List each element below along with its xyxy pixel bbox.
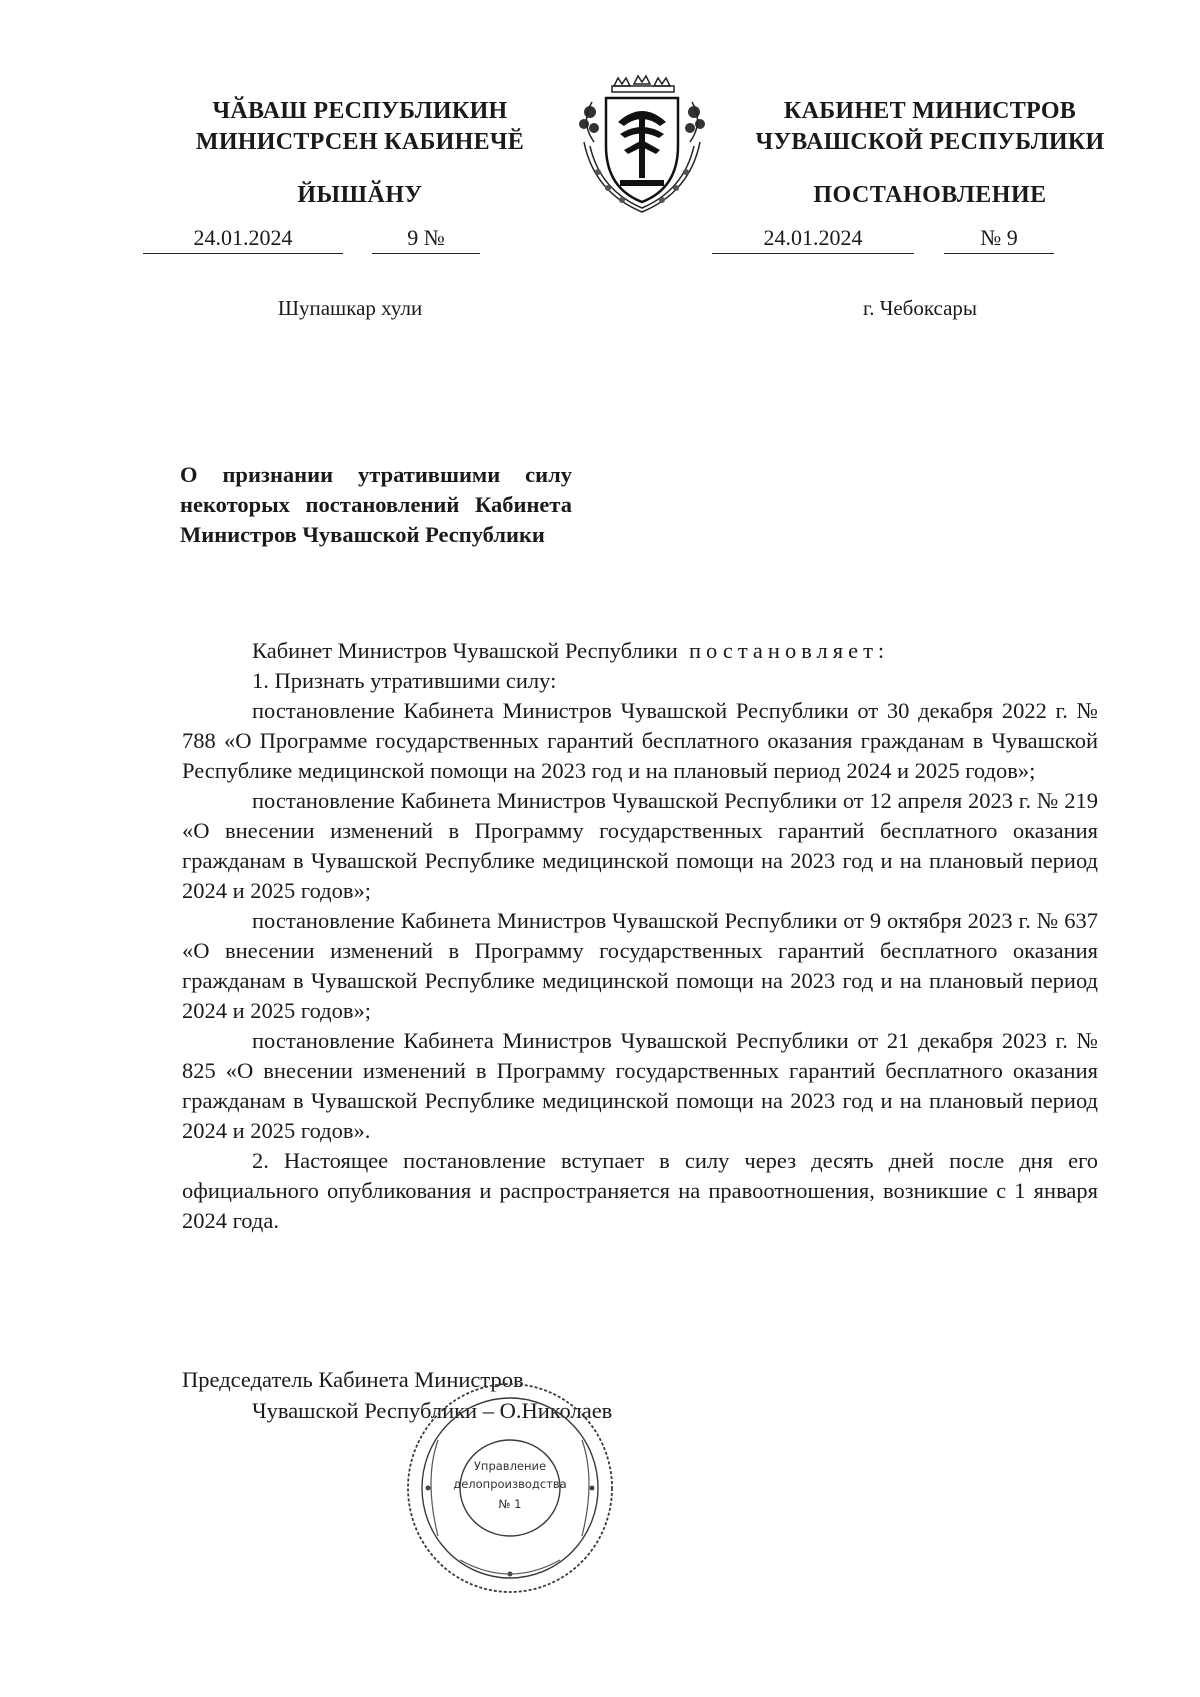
body-paragraph-5: постановление Кабинета Министров Чувашской Республики от 21 декабря 2023 г. № 825 «О внесении изменений в Программу государственных гарантий бесплатного оказания гражданам в Чувашской Республике медицинской помощи на 2023 год и на плановый период 2024 и 2025 годов». xyxy=(182,1028,1098,1143)
header-left-doc-type: ЙЫШӐНУ xyxy=(297,182,423,208)
left-date-field: 24.01.2024 xyxy=(143,224,343,254)
body-paragraph-2: постановление Кабинета Министров Чувашской Республики от 30 декабря 2022 г. № 788 «О Программе государственных гарантий бесплатного оказания гражданам в Чувашской Республике медицинской помощи на 2023 год и на плановый период 2024 и 2025 годов»; xyxy=(182,698,1098,783)
header-left-line2: МИНИСТРСЕН КАБИНЕЧӖ xyxy=(195,129,525,155)
body-intro xyxy=(182,636,1098,666)
left-place-label: Шупашкар хули xyxy=(277,296,423,320)
signature-title-line: Председатель Кабинета Министров xyxy=(182,1367,524,1392)
header-right-line2: ЧУВАШСКОЙ РЕСПУБЛИКИ xyxy=(755,129,1105,155)
body-paragraph-3: постановление Кабинета Министров Чувашской Республики от 12 апреля 2023 г. № 219 «О внесении изменений в Программу государственных гарантий бесплатного оказания гражданам в Чувашской Республике медицинской помощи на 2023 год и на плановый период 2024 и 2025 годов»; xyxy=(182,788,1098,903)
chuvash-coat-of-arms-icon xyxy=(562,72,722,220)
body-paragraph-6: 2. Настоящее постановление вступает в силу через десять дней после дня его официального опубликования и распространяется на правоотношения, возникшие с 1 января 2024 года. xyxy=(182,1148,1098,1233)
header-right-line1: КАБИНЕТ МИНИСТРОВ xyxy=(783,98,1077,124)
document-subject: О признании утратившими силу некоторых постановлений Кабинета Министров Чувашской Республики xyxy=(180,462,572,547)
signature-name-line: Чувашской Республики – О.Николаев xyxy=(252,1398,613,1423)
right-place-label: г. Чебоксары xyxy=(862,296,978,320)
header-right-doc-type: ПОСТАНОВЛЕНИЕ xyxy=(813,182,1047,208)
header-left-line1: ЧӐВАШ РЕСПУБЛИКИН xyxy=(212,98,508,124)
right-number-field: № 9 xyxy=(944,224,1054,254)
stamp-center-line3: № 1 xyxy=(498,1497,522,1511)
round-seal-stamp-icon xyxy=(398,1370,628,1610)
body-paragraph-1: 1. Признать утратившими силу: xyxy=(252,668,557,693)
header-right-title xyxy=(720,96,1140,158)
stamp-center-line1: Управление xyxy=(473,1459,547,1473)
right-date-field: 24.01.2024 xyxy=(712,224,914,254)
header-left-title xyxy=(170,96,550,158)
body-paragraph-4: постановление Кабинета Министров Чувашской Республики от 9 октября 2023 г. № 637 «О внесении изменений в Программу государственных гарантий бесплатного оказания гражданам в Чувашской Республике медицинской помощи на 2023 год и на плановый период 2024 и 2025 годов»; xyxy=(182,908,1098,1023)
document-body xyxy=(182,636,1098,1236)
stamp-center-line2: делопроизводства xyxy=(453,1477,567,1491)
body-intro-lead: Кабинет Министров Чувашской Республики xyxy=(252,638,678,663)
left-number-field: 9 № xyxy=(372,224,480,254)
body-intro-verb: постановляет: xyxy=(688,638,890,663)
